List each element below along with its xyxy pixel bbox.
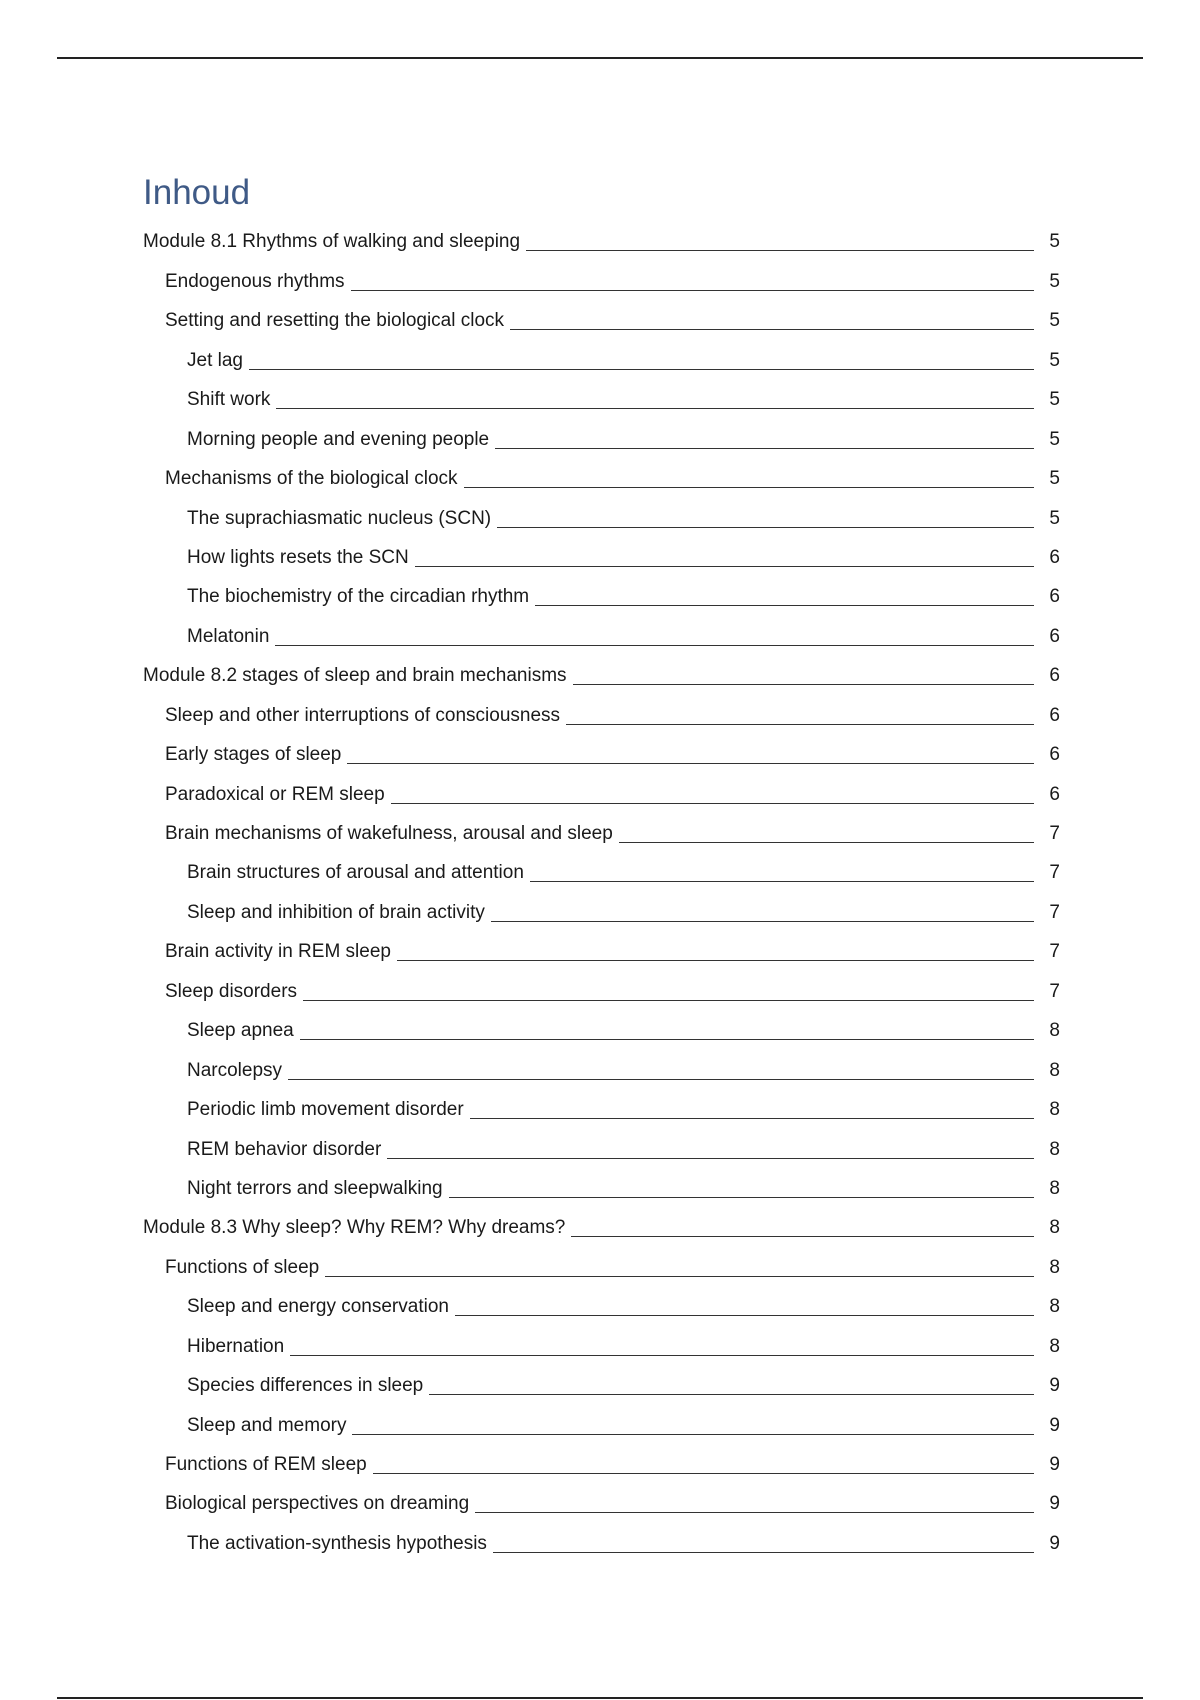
toc-page-number: 7 [1049, 823, 1060, 844]
toc-entry-text: The suprachiasmatic nucleus (SCN) [187, 507, 492, 529]
toc-entry[interactable] [143, 455, 1060, 494]
toc-entry[interactable] [143, 928, 1060, 967]
toc-entry[interactable] [143, 652, 1060, 691]
toc-list [143, 218, 1060, 1559]
toc-entry-text: Sleep and inhibition of brain activity [187, 901, 485, 923]
toc-page-number: 5 [1049, 349, 1060, 371]
toc-entry-text: Biological perspectives on dreaming [165, 1493, 470, 1515]
toc-page-number: 8 [1049, 1335, 1060, 1357]
toc-entry[interactable] [143, 1243, 1060, 1282]
toc-leader-line [275, 645, 1034, 646]
toc-page-number: 5 [1049, 310, 1060, 332]
toc-leader-line [373, 1473, 1034, 1474]
toc-entry[interactable] [143, 415, 1060, 454]
toc-page-number: 6 [1049, 704, 1060, 726]
toc-entry-text: Sleep and other interruptions of consciousness [165, 704, 561, 726]
toc-entry-text: REM behavior disorder [187, 1138, 382, 1160]
toc-leader-line [300, 1039, 1034, 1040]
header-rule [57, 57, 1143, 59]
toc-page-number: 5 [1049, 468, 1060, 490]
toc-page-number: 8 [1049, 1217, 1060, 1239]
toc-leader-line [288, 1079, 1034, 1080]
toc-leader-line [526, 250, 1034, 251]
toc-leader-line [387, 1158, 1034, 1159]
toc-entry-text: How lights resets the SCN [187, 546, 409, 568]
toc-entry-text: Sleep apnea [187, 1020, 294, 1042]
toc-entry-text: Narcolepsy [187, 1059, 283, 1081]
toc-entry[interactable] [143, 1204, 1060, 1243]
toc-page-number: 6 [1049, 586, 1060, 608]
toc-leader-line [351, 290, 1034, 291]
toc-leader-line [493, 1552, 1034, 1553]
toc-entry[interactable] [143, 770, 1060, 809]
toc-leader-line [619, 842, 1034, 843]
toc-entry-text: Brain mechanisms of wakefulness, arousal and sleep [165, 823, 613, 844]
toc-entry-text: Module 8.1 Rhythms of walking and sleeping [143, 231, 521, 253]
toc-leader-line [325, 1276, 1034, 1277]
toc-page-number: 7 [1049, 980, 1060, 1002]
toc-page-number: 5 [1049, 231, 1060, 253]
toc-leader-line [429, 1394, 1034, 1395]
toc-entry[interactable] [143, 1046, 1060, 1085]
toc-page-number: 6 [1049, 546, 1060, 568]
toc-entry[interactable] [143, 1322, 1060, 1361]
toc-entry[interactable] [143, 1283, 1060, 1322]
toc-entry[interactable] [143, 494, 1060, 533]
toc-leader-line [303, 1000, 1034, 1001]
toc-leader-line [497, 527, 1034, 528]
toc-entry-text: Module 8.2 stages of sleep and brain mechanisms [143, 665, 567, 687]
toc-entry-text: Melatonin [187, 625, 270, 647]
toc-entry-text: Night terrors and sleepwalking [187, 1177, 443, 1199]
toc-entry[interactable] [143, 336, 1060, 375]
toc-leader-line [347, 763, 1034, 764]
toc-entry-text: Functions of REM sleep [165, 1454, 367, 1475]
toc-entry[interactable] [143, 297, 1060, 336]
toc-leader-line [470, 1118, 1034, 1119]
toc-page-number: 6 [1049, 625, 1060, 647]
toc-entry[interactable] [143, 888, 1060, 927]
toc-page-number: 9 [1049, 1414, 1060, 1436]
toc-entry-text: The biochemistry of the circadian rhythm [187, 586, 530, 608]
toc-entry-text: Setting and resetting the biological clock [165, 310, 505, 332]
toc-entry[interactable] [143, 849, 1060, 888]
toc-page-number: 8 [1049, 1099, 1060, 1121]
toc-entry[interactable] [143, 1519, 1060, 1558]
toc-entry[interactable] [143, 967, 1060, 1006]
toc-page-number: 7 [1049, 941, 1060, 963]
toc-entry-text: Shift work [187, 389, 271, 411]
toc-leader-line [530, 881, 1034, 882]
toc-leader-line [573, 684, 1034, 685]
toc-entry[interactable] [143, 376, 1060, 415]
toc-leader-line [397, 960, 1034, 961]
toc-leader-line [290, 1355, 1034, 1356]
toc-leader-line [415, 566, 1034, 567]
toc-entry-text: Hibernation [187, 1335, 285, 1357]
toc-entry[interactable] [143, 257, 1060, 296]
toc-entry-text: Endogenous rhythms [165, 270, 345, 292]
toc-entry[interactable] [143, 218, 1060, 257]
toc-entry-text: Early stages of sleep [165, 744, 342, 766]
toc-page-number: 9 [1049, 1532, 1060, 1554]
toc-page-number: 7 [1049, 901, 1060, 923]
toc-page-number: 7 [1049, 862, 1060, 884]
toc-page-number: 6 [1049, 665, 1060, 687]
toc-entry-text: Species differences in sleep [187, 1375, 424, 1397]
toc-page-number: 8 [1049, 1296, 1060, 1318]
toc-entry-text: Periodic limb movement disorder [187, 1099, 464, 1121]
toc-leader-line [475, 1512, 1034, 1513]
toc-entry[interactable] [143, 1165, 1060, 1204]
toc-leader-line [535, 605, 1034, 606]
toc-entry[interactable] [143, 534, 1060, 573]
toc-page-number: 5 [1049, 428, 1060, 450]
toc-page-number: 8 [1049, 1138, 1060, 1160]
toc-leader-line [464, 487, 1034, 488]
toc-entry[interactable] [143, 1441, 1060, 1480]
toc-entry[interactable] [143, 1362, 1060, 1401]
toc-leader-line [495, 448, 1034, 449]
toc-page-number: 5 [1049, 270, 1060, 292]
toc-entry-text: Module 8.3 Why sleep? Why REM? Why dreams? [143, 1217, 566, 1239]
table-of-contents [143, 170, 1060, 1559]
toc-entry[interactable] [143, 691, 1060, 730]
toc-page-number: 8 [1049, 1020, 1060, 1042]
toc-leader-line [455, 1315, 1034, 1316]
toc-leader-line [510, 329, 1034, 330]
toc-page-number: 9 [1049, 1375, 1060, 1397]
toc-page-number: 5 [1049, 389, 1060, 411]
toc-leader-line [352, 1434, 1034, 1435]
toc-entry-text: Morning people and evening people [187, 428, 490, 450]
toc-leader-line [276, 408, 1034, 409]
toc-entry-text: Brain structures of arousal and attention [187, 862, 524, 884]
toc-entry-text: Jet lag [187, 349, 243, 371]
toc-page-number: 5 [1049, 507, 1060, 529]
toc-page-number: 8 [1049, 1177, 1060, 1199]
footer-rule [57, 1697, 1143, 1699]
toc-leader-line [571, 1236, 1034, 1237]
toc-entry[interactable] [143, 731, 1060, 770]
toc-leader-line [449, 1197, 1034, 1198]
toc-title: Inhoud [143, 173, 251, 212]
toc-entry[interactable] [143, 612, 1060, 651]
toc-entry[interactable] [143, 573, 1060, 612]
toc-leader-line [491, 921, 1034, 922]
toc-entry-text: Sleep disorders [165, 980, 298, 1002]
toc-entry-text: The activation-synthesis hypothesis [187, 1532, 487, 1554]
toc-page-number: 9 [1049, 1454, 1060, 1475]
toc-page-number: 6 [1049, 783, 1060, 805]
toc-entry[interactable] [143, 810, 1060, 849]
toc-page-number: 8 [1049, 1059, 1060, 1081]
toc-entry[interactable] [143, 1086, 1060, 1125]
toc-entry[interactable] [143, 1007, 1060, 1046]
toc-entry[interactable] [143, 1125, 1060, 1164]
toc-leader-line [249, 369, 1034, 370]
toc-leader-line [566, 724, 1034, 725]
toc-page-number: 6 [1049, 744, 1060, 766]
toc-page-number: 9 [1049, 1493, 1060, 1515]
toc-entry[interactable] [143, 1401, 1060, 1440]
toc-page-number: 8 [1049, 1256, 1060, 1278]
toc-entry-text: Sleep and energy conservation [187, 1296, 449, 1318]
toc-entry-text: Mechanisms of the biological clock [165, 468, 458, 490]
toc-entry-text: Paradoxical or REM sleep [165, 783, 385, 805]
toc-entry-text: Sleep and memory [187, 1414, 347, 1436]
toc-entry-text: Brain activity in REM sleep [165, 941, 391, 963]
toc-entry-text: Functions of sleep [165, 1256, 320, 1278]
toc-leader-line [391, 803, 1034, 804]
toc-entry[interactable] [143, 1480, 1060, 1519]
